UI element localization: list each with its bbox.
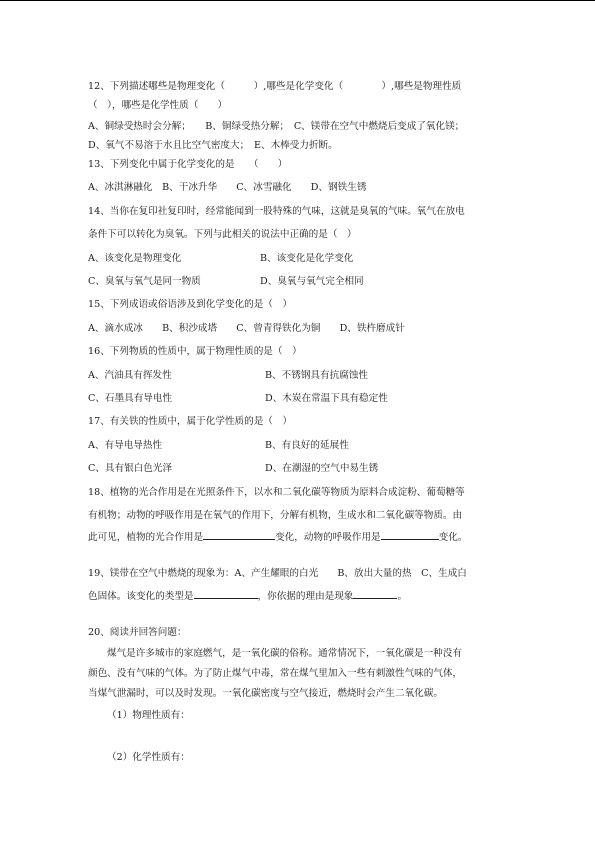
q14-option-c: C、臭氧与氧气是同一物质 [88, 276, 201, 287]
q18-line-1: 18、植物的光合作用是在光照条件下，以水和二氧化碳等物质为原料合成淀粉、葡萄糖等 [88, 487, 465, 498]
q19-line-2-part-b: ，你依据的理由是现象 [257, 591, 354, 602]
q12-line-2: （ ），哪些是化学性质（ ） [88, 100, 228, 111]
q18-blank-1[interactable] [203, 530, 275, 540]
q12-line-3: A、铜绿受热时会分解； B、铜绿受热分解； C、镁带在空气中燃烧后变成了氧化镁； [88, 121, 465, 132]
q18-line-3-part-c: 变化。 [438, 532, 468, 543]
q17-option-d: D、在潮湿的空气中易生锈 [265, 463, 379, 474]
q12-line-1: 12、下列描述哪些是物理变化（ ）,哪些是化学变化（ ）,哪些是物理性质 [88, 81, 462, 92]
q18-line-3-part-a: 此可见，植物的光合作用是 [88, 532, 204, 543]
q19-line-1: 19、镁带在空气中燃烧的现象为：A、产生耀眼的白光 B、放出大量的热 C、生成白 [88, 568, 467, 579]
q18-line-3-part-b: 变化，动物的呼吸作用是 [275, 532, 381, 543]
q18-line-3 [88, 530, 467, 544]
q16-option-d: D、木炭在常温下具有稳定性 [265, 393, 388, 404]
q14-option-a: A、该变化是物理变化 [88, 253, 182, 264]
q17-stem: 17、有关铁的性质中，属于化学性质的是（ ） [88, 416, 293, 427]
q19-line-2-part-c: 。 [397, 591, 408, 602]
q20-paragraph-line-2: 颜色、没有气味的气体。为了防止煤气中毒，常在煤气里加入一些有刺激性气味的气体， [88, 668, 463, 679]
q19-line-2-part-a: 色固体。该变化的类型是 [88, 591, 194, 602]
q15-stem: 15、下列成语或俗语涉及到化学变化的是（ ） [88, 299, 293, 310]
q19-blank-2[interactable] [353, 589, 397, 599]
q20-sub-question-1: （1）物理性质有： [107, 710, 190, 721]
q20-paragraph-line-3: 当煤气泄漏时，可以及时发现。一氧化碳密度与空气接近，燃烧时会产生二氧化碳。 [88, 688, 443, 699]
q14-line-1: 14、当你在复印社复印时，经常能闻到一股特殊的气味，这就是臭氧的气味。氧气在放电 [88, 206, 465, 217]
q19-line-2 [88, 589, 407, 603]
q16-stem: 16、下列物质的性质中，属于物理性质的是（ ） [88, 346, 302, 357]
q17-option-b: B、有良好的延展性 [265, 440, 349, 451]
q16-option-b: B、不锈钢具有抗腐蚀性 [265, 370, 368, 381]
q18-line-2: 有机物；动物的呼吸作用是在氧气的作用下，分解有机物，生成水和二氧化碳等物质。由 [88, 510, 463, 521]
q12-line-4: D、氧气不易溶于水且比空气密度大； E、木棒受力折断。 [88, 140, 338, 151]
q20-paragraph-line-1: 煤气是许多城市的家庭燃气，是一氧化碳的俗称。通常情况下，一氧化碳是一种没有 [107, 648, 462, 659]
q14-option-b: B、该变化是化学变化 [260, 253, 354, 264]
q14-option-d: D、臭氧与氧气完全相同 [260, 276, 364, 287]
q17-option-c: C、具有银白色光泽 [88, 463, 173, 474]
page-top-border [0, 0, 595, 1]
q17-option-a: A、有导电导热性 [88, 440, 163, 451]
q15-options: A、滴水成冰 B、积沙成塔 C、曾青得铁化为铜 D、铁杵磨成针 [88, 323, 405, 334]
q14-line-2: 条件下可以转化为臭氧。下列与此相关的说法中正确的是（ ） [88, 229, 357, 240]
q19-blank-1[interactable] [194, 589, 258, 599]
q20-sub-question-2: （2）化学性质有： [107, 752, 190, 763]
q16-option-c: C、石墨具有导电性 [88, 393, 173, 404]
q18-blank-2[interactable] [381, 530, 439, 540]
q13-options: A、冰淇淋融化 B、干冰升华 C、冰雪融化 D、钢铁生锈 [88, 182, 367, 193]
q20-title: 20、阅读并回答问题： [88, 627, 187, 638]
q16-option-a: A、汽油具有挥发性 [88, 370, 172, 381]
q13-stem: 13、下列变化中属于化学变化的是 （ ） [88, 159, 288, 170]
